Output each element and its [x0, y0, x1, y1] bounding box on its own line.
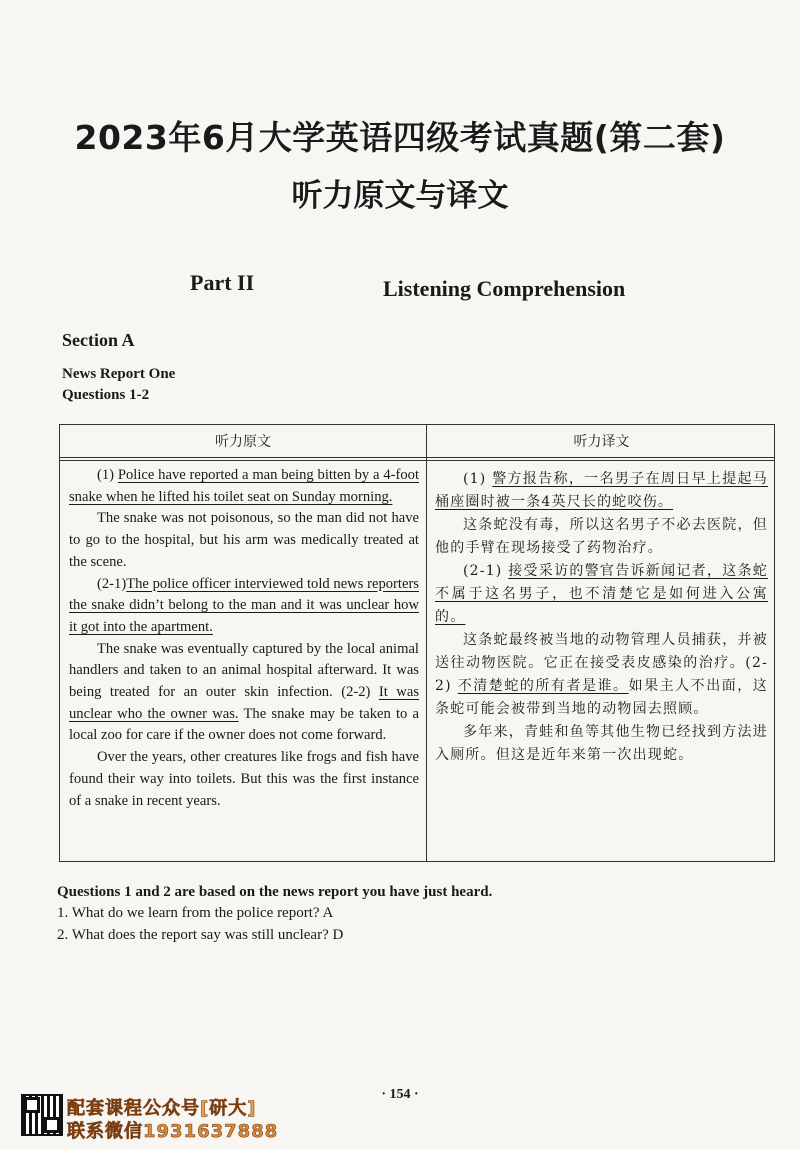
en-text: The snake was eventually captured by the local animal handlers and taken to an animal hospital afterward. It was being treated for an outer skin infection. (2-2) [69, 640, 419, 701]
zh-ref: (2-1) [463, 563, 509, 579]
en-paragraph: Over the years, other creatures like frogs and fish have found their way into toilets. But this was the first instance of a snake in recent years. [69, 749, 419, 809]
en-key-sentence: The police officer interviewed told news reporters the snake didn’t belong to the man and it was unclear how it got into the apartment. [69, 575, 419, 635]
zh-key-sentence: 警方报告称，一名男子在周日早上提起马桶座圈时被一条4英尺长的蛇咬伤。 [435, 471, 768, 510]
part-name: Listening Comprehension [383, 276, 626, 301]
zh-text: 这条蛇最终被当地的动物管理人员捕获，并被送往动物医院。它正在接受表皮感染的治疗。(2-2) [435, 632, 768, 694]
header-rule [60, 457, 774, 458]
transcript-table [59, 424, 775, 862]
zh-paragraph: 多年来，青蛙和鱼等其他生物已经找到方法进入厕所。但这是近年来第一次出现蛇。 [435, 724, 768, 763]
en-paragraph [69, 465, 419, 508]
zh-key-sentence: 不清楚蛇的所有者是谁。 [457, 678, 629, 694]
header-translation: 听力译文 [573, 434, 630, 450]
page-number: · 154 · [381, 1087, 419, 1102]
en-ref: (2-1) [97, 575, 127, 592]
watermark-line-1: 配套课程公众号[研大] [67, 1098, 257, 1119]
en-key-sentence: It was unclear who the owner was. [69, 684, 419, 722]
questions-range: Questions 1-2 [62, 387, 150, 403]
page-title: 2023年6月大学英语四级考试真题(第二套) [74, 118, 726, 157]
header-rule-double [60, 460, 774, 461]
chinese-translation [435, 468, 768, 767]
en-paragraph [69, 639, 419, 748]
zh-paragraph [435, 468, 768, 514]
question-2: 2. What does the report say was still unclear? D [57, 927, 344, 943]
question-1: 1. What do we learn from the police report? A [57, 905, 334, 921]
zh-ref: (1) [463, 471, 493, 487]
english-transcript [69, 465, 419, 812]
questions-intro: Questions 1 and 2 are based on the news report you have just heard. [57, 884, 493, 900]
zh-paragraph [435, 560, 768, 629]
page-subtitle: 听力原文与译文 [291, 178, 509, 214]
en-ref: (1) [97, 467, 118, 483]
report-heading: News Report One [62, 366, 176, 382]
zh-paragraph [435, 629, 768, 721]
zh-paragraph: 这条蛇没有毒，所以这名男子不必去医院，但他的手臂在现场接受了药物治疗。 [435, 517, 768, 556]
header-original: 听力原文 [215, 434, 271, 450]
part-number: Part II [190, 270, 255, 295]
en-paragraph [69, 574, 419, 639]
watermark-line-2: 联系微信1931637888 [67, 1121, 279, 1142]
en-text: The snake may be taken to a local zoo for care if the owner does not come forward. [69, 705, 420, 744]
zh-text: 如果主人不出面，这条蛇可能会被带到当地的动物园去照顾。 [435, 678, 768, 717]
zh-key-sentence: 接受采访的警官告诉新闻记者，这条蛇不属于这名男子，也不清楚它是如何进入公寓的。 [435, 563, 768, 625]
qr-code-icon [21, 1094, 63, 1136]
en-key-sentence: Police have reported a man being bitten by a 4-foot snake when he lifted his toilet seat on Sunday morning. [69, 467, 419, 505]
en-paragraph: The snake was not poisonous, so the man did not have to go to the hospital, but his arm was medically treated at the scene. [69, 510, 419, 570]
column-divider [426, 425, 427, 861]
section-heading: Section A [62, 330, 135, 350]
